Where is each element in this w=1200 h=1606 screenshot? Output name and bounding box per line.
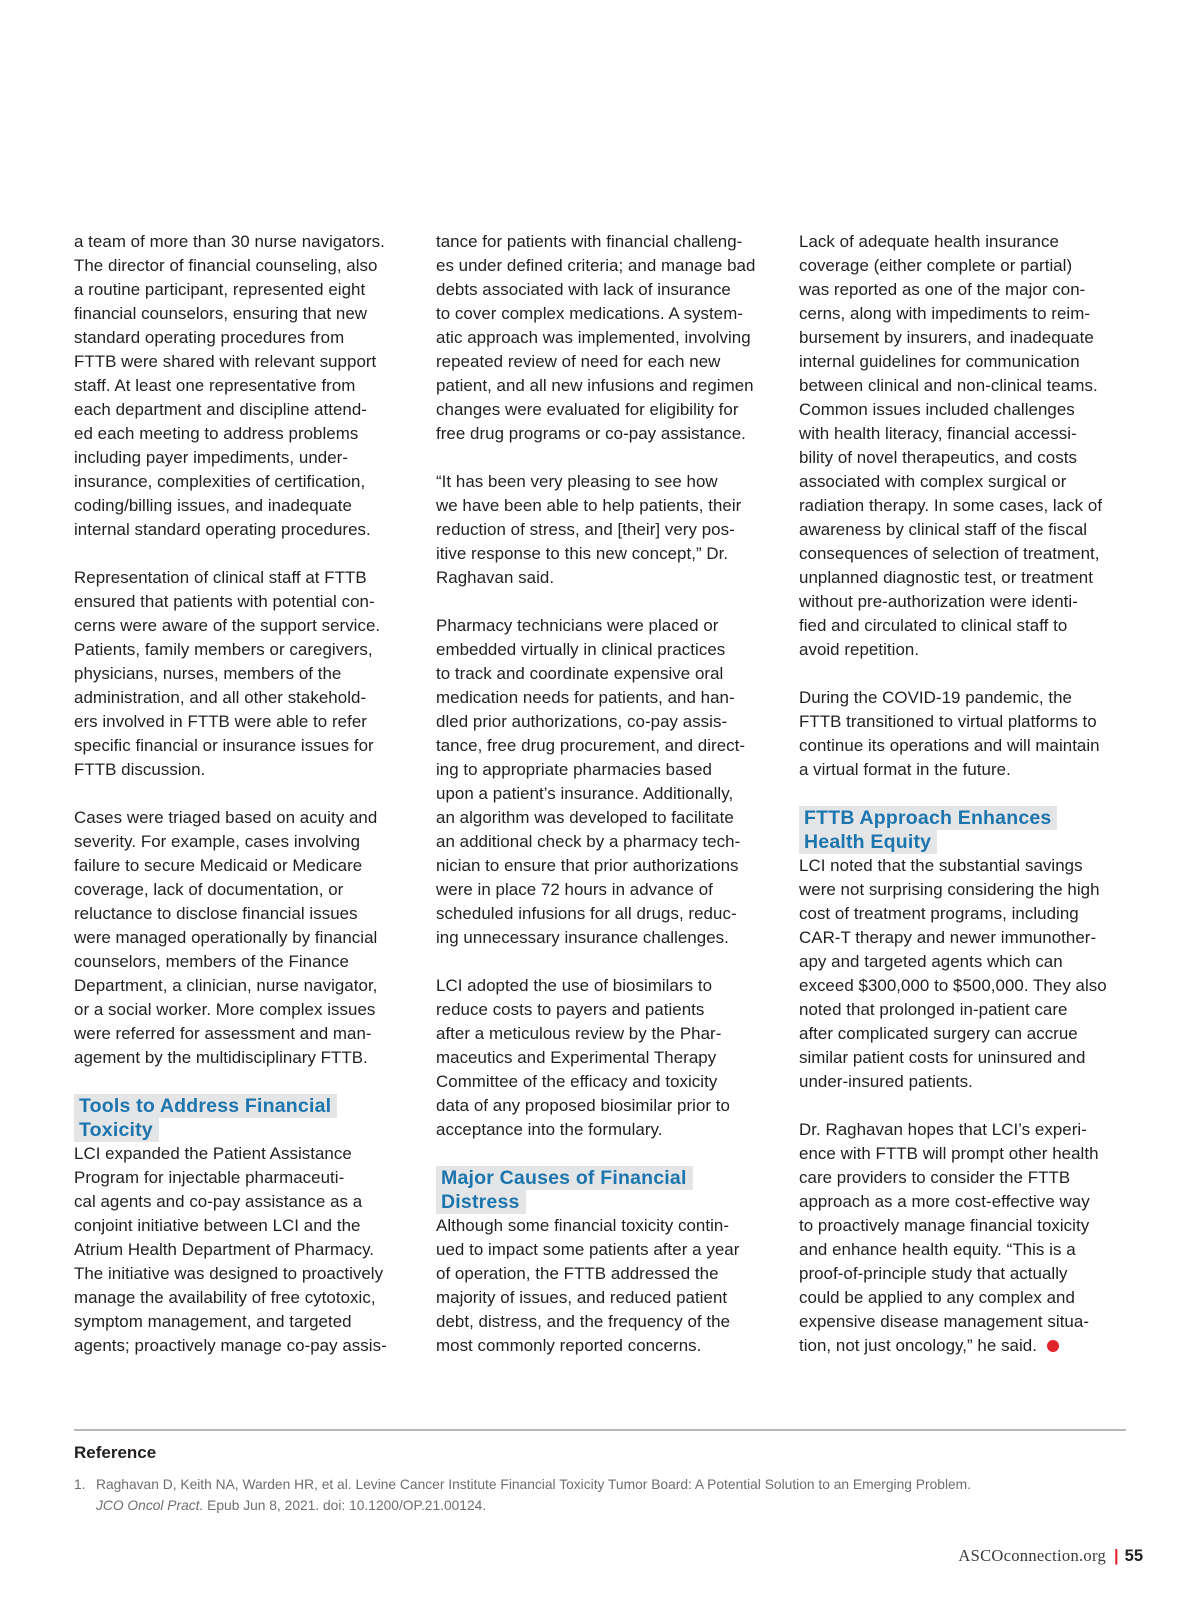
text-line: to proactively manage financial toxicity [799,1216,1090,1235]
text-line: was reported as one of the major con- [799,280,1086,299]
reference-heading: Reference [74,1443,157,1462]
text-line: between clinical and non-clinical teams. [799,376,1098,395]
page-number: 55 [1124,1547,1143,1565]
text-line: Although some financial toxicity contin- [436,1216,730,1235]
text-line: symptom management, and targeted [74,1312,352,1331]
text-line: cerns were aware of the support service. [74,616,381,635]
text-line: unplanned diagnostic test, or treatment [799,568,1093,587]
text-line: Lack of adequate health insurance [799,232,1059,251]
heading-line-wrapper [74,1118,412,1142]
text-line: an additional check by a pharmacy tech- [436,832,741,851]
paragraph [74,230,412,542]
reference-journal: JCO Oncol Pract. [96,1498,204,1513]
text-line: ing to appropriate pharmacies based [436,760,712,779]
text-line: financial counselors, ensuring that new [74,304,368,323]
text-line: conjoint initiative between LCI and the [74,1216,361,1235]
text-line: awareness by clinical staff of the fiscal [799,520,1088,539]
text-line: cerns, along with impediments to reim- [799,304,1091,323]
heading-line: Distress [436,1190,526,1214]
text-line: LCI expanded the Patient Assistance [74,1144,352,1163]
text-line: administration, and all other stakehold- [74,688,367,707]
text-line: FTTB were shared with relevant support [74,352,377,371]
text-line: manage the availability of free cytotoxic, [74,1288,376,1307]
article-column-2 [436,230,774,1358]
text-line: The director of financial counseling, also [74,256,378,275]
heading-line-wrapper [436,1190,774,1214]
quote-paragraph [436,470,774,590]
text-line: changes were evaluated for eligibility for [436,400,739,419]
paragraph [799,686,1139,782]
text-line: Committee of the efficacy and toxicity [436,1072,718,1091]
paragraph [74,566,412,782]
text-line: to track and coordinate expensive oral [436,664,724,683]
text-line: fied and circulated to clinical staff to [799,616,1068,635]
text-line: exceed $300,000 to $500,000. They also [799,976,1107,995]
text-line: ers involved in FTTB were able to refer [74,712,367,731]
text-line: were referred for assessment and man- [74,1024,372,1043]
footer-separator: | [1114,1547,1119,1565]
text-line: coverage (either complete or partial) [799,256,1073,275]
text-line: insurance, complexities of certification, [74,472,366,491]
text-line: Raghavan said. [436,568,555,587]
text-line: CAR-T therapy and newer immunother- [799,928,1097,947]
paragraph [74,806,412,1070]
heading-line-wrapper [799,830,1139,854]
text-line: Cases were triaged based on acuity and [74,808,378,827]
text-line: without pre-authorization were identi- [799,592,1078,611]
text-line: reduction of stress, and [their] very pos- [436,520,735,539]
paragraph [436,1214,774,1358]
text-line: atic approach was implemented, involving [436,328,751,347]
text-line: reduce costs to payers and patients [436,1000,705,1019]
text-line: most commonly reported concerns. [436,1336,702,1355]
text-line: ing unnecessary insurance challenges. [436,928,729,947]
text-line: we have been able to help patients, their [436,496,742,515]
text-line: with health literacy, financial accessi- [799,424,1077,443]
reference-text: Raghavan D, Keith NA, Warden HR, et al. Levine Cancer Institute Financial Toxicity Tumor Board: A Potential Solution to an Emerging Problem. [96,1477,972,1492]
text-line: apy and targeted agents which can [799,952,1063,971]
text-line: similar patient costs for uninsured and [799,1048,1086,1067]
text-line: embedded virtually in clinical practices [436,640,726,659]
text-line: LCI adopted the use of biosimilars to [436,976,713,995]
text-line: acceptance into the formulary. [436,1120,663,1139]
paragraph [436,230,774,446]
text-line: ued to impact some patients after a year [436,1240,740,1259]
text-line: internal standard operating procedures. [74,520,371,539]
heading-line: Major Causes of Financial [436,1166,693,1190]
text-line: patient, and all new infusions and regimen [436,376,754,395]
text-line: could be applied to any complex and [799,1288,1075,1307]
text-line: data of any proposed biosimilar prior to [436,1096,730,1115]
text-line: cal agents and co-pay assistance as a [74,1192,363,1211]
text-line: The initiative was designed to proactively [74,1264,384,1283]
text-line: bility of novel therapeutics, and costs [799,448,1077,467]
heading-line: Tools to Address Financial [74,1094,337,1118]
closing-paragraph [799,1118,1139,1358]
text-line: LCI noted that the substantial savings [799,856,1083,875]
text-line: coverage, lack of documentation, or [74,880,344,899]
paragraph [436,614,774,950]
text-line: ed each meeting to address problems [74,424,359,443]
text-line: failure to secure Medicaid or Medicare [74,856,363,875]
text-line: debt, distress, and the frequency of the [436,1312,731,1331]
text-line: itive response to this new concept,” Dr. [436,544,729,563]
text-line: free drug programs or co-pay assistance. [436,424,746,443]
text-line: coding/billing issues, and inadequate [74,496,352,515]
text-line: specific financial or insurance issues for [74,736,374,755]
text-line: after complicated surgery can accrue [799,1024,1078,1043]
text-line: bursement by insurers, and inadequate [799,328,1094,347]
heading-line: FTTB Approach Enhances [799,806,1057,830]
text-line: a team of more than 30 nurse navigators. [74,232,385,251]
text-line: an algorithm was developed to facilitate [436,808,734,827]
paragraph [799,854,1139,1094]
article-column-1 [74,230,412,1358]
text-line: “It has been very pleasing to see how [436,472,718,491]
text-line: nician to ensure that prior authorizations [436,856,739,875]
text-line: severity. For example, cases involving [74,832,361,851]
text-line: were not surprising considering the high [799,880,1100,899]
text-line: and enhance health equity. “This is a [799,1240,1076,1259]
text-line: including payer impediments, under- [74,448,349,467]
heading-line: Health Equity [799,830,937,854]
text-line: ensured that patients with potential con- [74,592,375,611]
footer-site-name: ASCOconnection.org [958,1546,1107,1565]
text-line: scheduled infusions for all drugs, reduc- [436,904,737,923]
text-line: radiation therapy. In some cases, lack of [799,496,1103,515]
reference-list [74,1474,971,1516]
reference-text-continued [96,1495,971,1516]
text-line: continue its operations and will maintain [799,736,1100,755]
text-line: medication needs for patients, and han- [436,688,735,707]
text-line: agement by the multidisciplinary FTTB. [74,1048,368,1067]
text-line: FTTB discussion. [74,760,206,779]
text-line: es under defined criteria; and manage bad [436,256,756,275]
text-line: Atrium Health Department of Pharmacy. [74,1240,375,1259]
text-line: maceutics and Experimental Therapy [436,1048,717,1067]
text-line: Representation of clinical staff at FTTB [74,568,367,587]
paragraph [799,230,1139,662]
text-line: dled prior authorizations, co-pay assis- [436,712,728,731]
section-heading-health-equity [799,806,1139,854]
text-line: associated with complex surgical or [799,472,1067,491]
article-column-3 [799,230,1139,1358]
end-mark-icon [1047,1340,1059,1352]
text-line: proof-of-principle study that actually [799,1264,1068,1283]
heading-line-wrapper [436,1166,774,1190]
heading-line-wrapper [799,806,1139,830]
text-line: of operation, the FTTB addressed the [436,1264,719,1283]
text-line: Patients, family members or caregivers, [74,640,373,659]
text-line: repeated review of need for each new [436,352,721,371]
text-line: to cover complex medications. A system- [436,304,744,323]
text-line: expensive disease management situa- [799,1312,1089,1331]
paragraph [436,974,774,1142]
text-line: staff. At least one representative from [74,376,356,395]
text-line: a virtual format in the future. [799,760,1011,779]
text-line: ence with FTTB will prompt other health [799,1144,1099,1163]
reference-divider [74,1429,1126,1431]
text-line: cost of treatment programs, including [799,904,1079,923]
text-line: under-insured patients. [799,1072,973,1091]
text-line: majority of issues, and reduced patient [436,1288,728,1307]
text-line: internal guidelines for communication [799,352,1080,371]
text-line: Common issues included challenges [799,400,1075,419]
text-line: noted that prolonged in-patient care [799,1000,1068,1019]
text-line: were in place 72 hours in advance of [436,880,713,899]
text-line: agents; proactively manage co-pay assis- [74,1336,387,1355]
text-line: a routine participant, represented eight [74,280,366,299]
text-line: Department, a clinician, nurse navigator, [74,976,378,995]
text-line: standard operating procedures from [74,328,345,347]
text-line: were managed operationally by financial [74,928,378,947]
reference-doi: Epub Jun 8, 2021. doi: 10.1200/OP.21.00124. [203,1498,487,1513]
text-line: Pharmacy technicians were placed or [436,616,719,635]
reference-number: 1. [74,1477,86,1492]
section-heading-major-causes [436,1166,774,1214]
text-line: Program for injectable pharmaceuti- [74,1168,345,1187]
text-line: tance for patients with financial challeng- [436,232,743,251]
text-line: after a meticulous review by the Phar- [436,1024,722,1043]
text-line: or a social worker. More complex issues [74,1000,376,1019]
page-footer [958,1546,1143,1566]
text-line: tion, not just oncology,” he said. [799,1334,1139,1358]
text-line: reluctance to disclose financial issues [74,904,358,923]
reference-item [74,1474,971,1516]
heading-line: Toxicity [74,1118,159,1142]
text-line: avoid repetition. [799,640,920,659]
text-line: During the COVID-19 pandemic, the [799,688,1072,707]
text-line: Dr. Raghavan hopes that LCI’s experi- [799,1120,1087,1139]
text-line: FTTB transitioned to virtual platforms to [799,712,1097,731]
text-line: each department and discipline attend- [74,400,367,419]
text-line: approach as a more cost-effective way [799,1192,1090,1211]
paragraph [74,1142,412,1358]
heading-line-wrapper [74,1094,412,1118]
text-line: upon a patient’s insurance. Additionally, [436,784,734,803]
text-line: consequences of selection of treatment, [799,544,1100,563]
text-line: tance, free drug procurement, and direct- [436,736,746,755]
text-line: physicians, nurses, members of the [74,664,342,683]
text-line: care providers to consider the FTTB [799,1168,1071,1187]
text-line: counselors, members of the Finance [74,952,349,971]
text-line: debts associated with lack of insurance [436,280,731,299]
section-heading-tools [74,1094,412,1142]
